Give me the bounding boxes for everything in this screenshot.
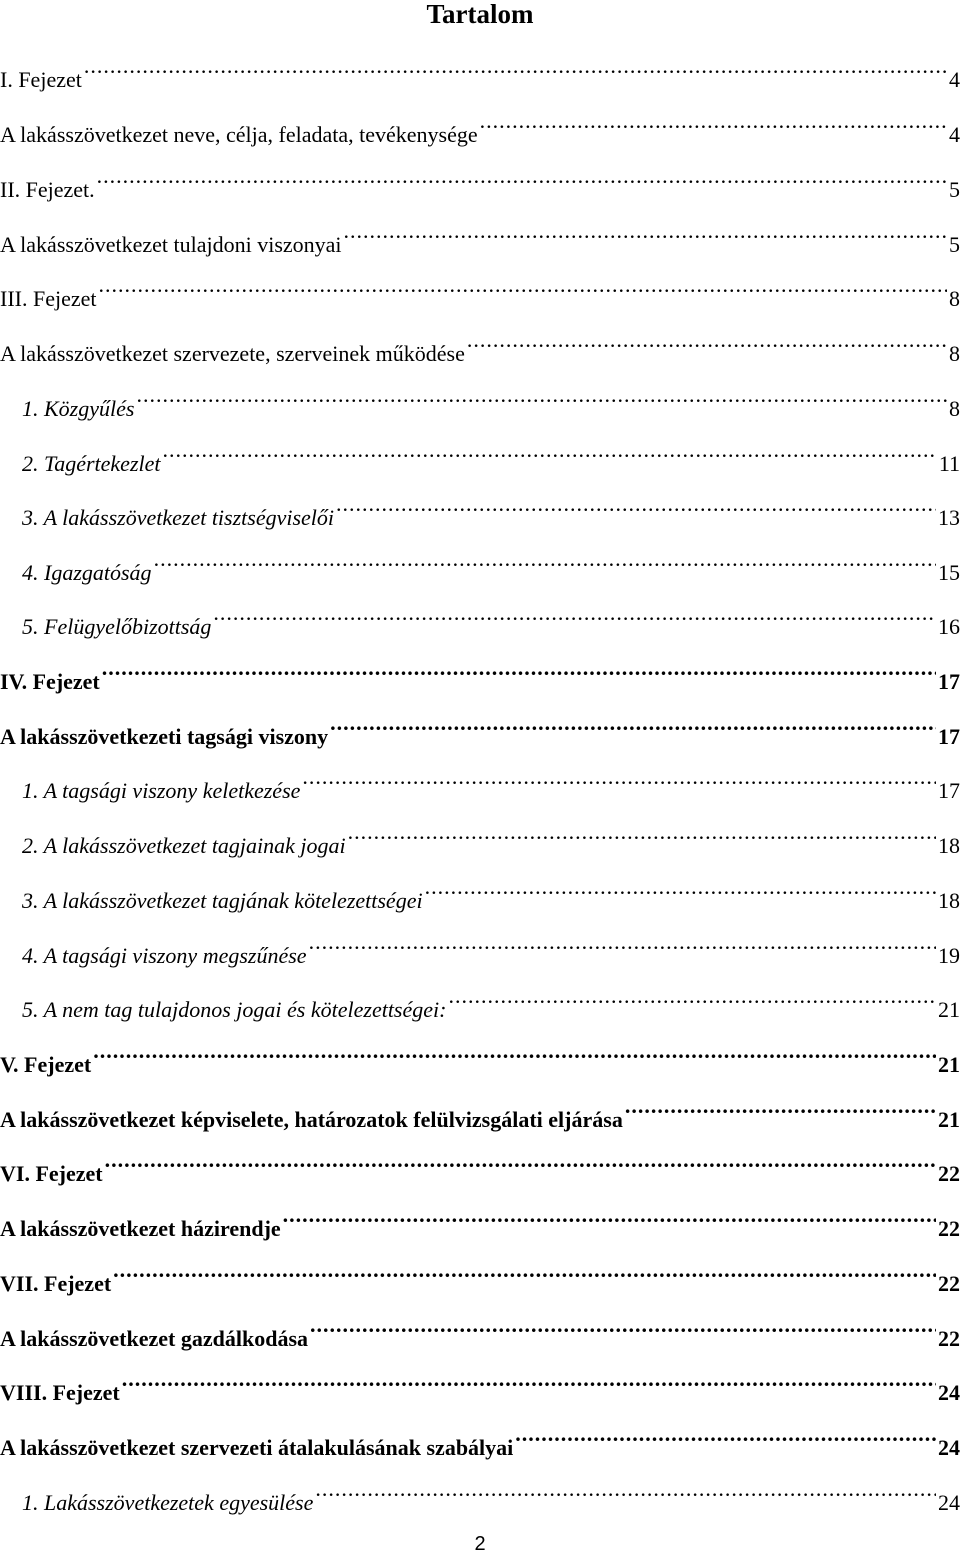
toc-leader-dots (625, 1097, 936, 1127)
toc-leader-dots (102, 659, 936, 689)
toc-entry[interactable] (0, 1151, 960, 1186)
toc-entry-page: 21 (938, 1107, 960, 1132)
page-number: 2 (474, 1533, 486, 1555)
toc-entry-label: 5. Felügyelőbizottság (22, 614, 212, 639)
toc-entry-label: IV. Fejezet (0, 669, 100, 694)
toc-entry-label: A lakásszövetkezet neve, célja, feladata, tevékenysége (0, 122, 478, 147)
toc-entry[interactable] (0, 441, 960, 476)
toc-entry-page: 4 (949, 67, 960, 92)
toc-entry-page: 5 (949, 177, 960, 202)
toc-entry-page: 18 (938, 888, 960, 913)
toc-entry-label: V. Fejezet (0, 1052, 92, 1077)
toc-entry-page: 22 (938, 1216, 960, 1241)
toc-entry[interactable] (0, 823, 960, 858)
toc-entry-label: VI. Fejezet (0, 1161, 103, 1186)
toc-entry-label: 2. A lakásszövetkezet tagjainak jogai (22, 833, 346, 858)
toc-entry-page: 21 (938, 997, 960, 1022)
toc-entry[interactable] (0, 331, 960, 366)
toc-leader-dots (330, 714, 936, 744)
toc-entry-page: 22 (938, 1271, 960, 1296)
toc-entry[interactable] (0, 878, 960, 913)
toc-entry-page: 19 (938, 943, 960, 968)
toc-leader-dots (467, 331, 947, 361)
toc-leader-dots (425, 878, 936, 908)
toc-entry-label: 4. A tagsági viszony megszűnése (22, 943, 307, 968)
toc-entry-label: 2. Tagértekezlet (22, 451, 161, 476)
toc-entry-page: 15 (938, 560, 960, 585)
toc-entry-label: A lakásszövetkezet szervezete, szerveinek működése (0, 341, 465, 366)
toc-entry-page: 17 (938, 724, 960, 749)
toc-entry-label: I. Fejezet (0, 67, 82, 92)
toc-leader-dots (99, 276, 948, 306)
toc-entry-page: 24 (938, 1435, 960, 1460)
toc-entry[interactable] (0, 167, 960, 202)
toc-entry-label: 4. Igazgatóság (22, 560, 152, 585)
toc-entry-page: 18 (938, 833, 960, 858)
toc-entry-label: A lakásszövetkezet képviselete, határozatok felülvizsgálati eljárása (0, 1107, 623, 1132)
toc-entry[interactable] (0, 276, 960, 311)
toc-entry-page: 22 (938, 1161, 960, 1186)
toc-entry[interactable] (0, 1425, 960, 1460)
toc-leader-dots (315, 1480, 936, 1510)
toc-entry-label: A lakásszövetkezeti tagsági viszony (0, 724, 329, 749)
toc-leader-dots (122, 1370, 936, 1400)
toc-entry[interactable] (0, 604, 960, 639)
toc-leader-dots (336, 495, 936, 525)
toc-entry[interactable] (0, 1097, 960, 1132)
toc-leader-dots (113, 1261, 936, 1291)
toc-entry-label: II. Fejezet. (0, 177, 95, 202)
toc-entry-page: 13 (938, 505, 960, 530)
toc-entry-page: 22 (938, 1326, 960, 1351)
toc-entry-label: A lakásszövetkezet tulajdoni viszonyai (0, 232, 342, 257)
toc-entry-page: 24 (938, 1380, 960, 1405)
toc-entry[interactable] (0, 1316, 960, 1351)
toc-entry-label: VIII. Fejezet (0, 1380, 120, 1405)
toc-leader-dots (309, 933, 936, 963)
toc-entry-label: 1. Lakásszövetkezetek egyesülése (22, 1490, 314, 1515)
toc-entry-label: III. Fejezet (0, 286, 97, 311)
toc-entry-label: A lakásszövetkezet gazdálkodása (0, 1326, 308, 1351)
toc-entry-label: 3. A lakásszövetkezet tagjának kötelezettségei (22, 888, 423, 913)
toc-entry[interactable] (0, 57, 960, 92)
toc-leader-dots (310, 1316, 936, 1346)
toc-entry-label: A lakásszövetkezet szervezeti átalakulásának szabályai (0, 1435, 514, 1460)
toc-entry-label: 3. A lakásszövetkezet tisztségviselői (22, 505, 335, 530)
toc-entry-label: 1. A tagsági viszony keletkezése (22, 778, 301, 803)
page-title: Tartalom (426, 0, 534, 29)
toc-entry[interactable] (0, 1042, 960, 1077)
toc-leader-dots (97, 167, 947, 197)
toc-entry[interactable] (0, 112, 960, 147)
toc-entry-label: 1. Közgyűlés (22, 396, 135, 421)
toc-entry[interactable] (0, 933, 960, 968)
toc-entry[interactable] (0, 386, 960, 421)
toc-entry[interactable] (0, 1206, 960, 1241)
toc-entry-page: 5 (949, 232, 960, 257)
toc-entry-page: 21 (938, 1052, 960, 1077)
toc-leader-dots (344, 222, 947, 252)
toc-entry-label: 5. A nem tag tulajdonos jogai és kötelezettségei: (22, 997, 447, 1022)
toc-leader-dots (84, 57, 947, 87)
toc-entry[interactable] (0, 1370, 960, 1405)
toc-entry-page: 17 (938, 669, 960, 694)
toc-entry[interactable] (0, 1261, 960, 1296)
toc-entry-page: 4 (949, 122, 960, 147)
toc-leader-dots (448, 987, 936, 1017)
toc-entry[interactable] (0, 659, 960, 694)
toc-entry[interactable] (0, 222, 960, 257)
toc-entry[interactable] (0, 714, 960, 749)
toc-leader-dots (154, 550, 936, 580)
toc-entry[interactable] (0, 1480, 960, 1515)
toc-entry-page: 8 (949, 286, 960, 311)
toc-leader-dots (515, 1425, 936, 1455)
toc-leader-dots (213, 604, 936, 634)
toc-entry-label: VII. Fejezet (0, 1271, 112, 1296)
toc-leader-dots (93, 1042, 936, 1072)
toc-leader-dots (105, 1151, 936, 1181)
toc-entry-page: 11 (938, 451, 960, 476)
toc-entry[interactable] (0, 768, 960, 803)
toc-leader-dots (163, 441, 937, 471)
toc-leader-dots (302, 768, 936, 798)
toc-entry-label: A lakásszövetkezet házirendje (0, 1216, 281, 1241)
toc-leader-dots (480, 112, 947, 142)
toc-entry-page: 8 (949, 396, 960, 421)
toc-entry-page: 16 (938, 614, 960, 639)
toc-entry[interactable] (0, 550, 960, 585)
toc-leader-dots (283, 1206, 936, 1236)
toc-entry[interactable] (0, 495, 960, 530)
toc-entry-page: 24 (938, 1490, 960, 1515)
toc-entry-page: 17 (938, 778, 960, 803)
toc-leader-dots (136, 386, 947, 416)
toc-leader-dots (348, 823, 936, 853)
toc-entry[interactable] (0, 987, 960, 1022)
toc-entry-page: 8 (949, 341, 960, 366)
